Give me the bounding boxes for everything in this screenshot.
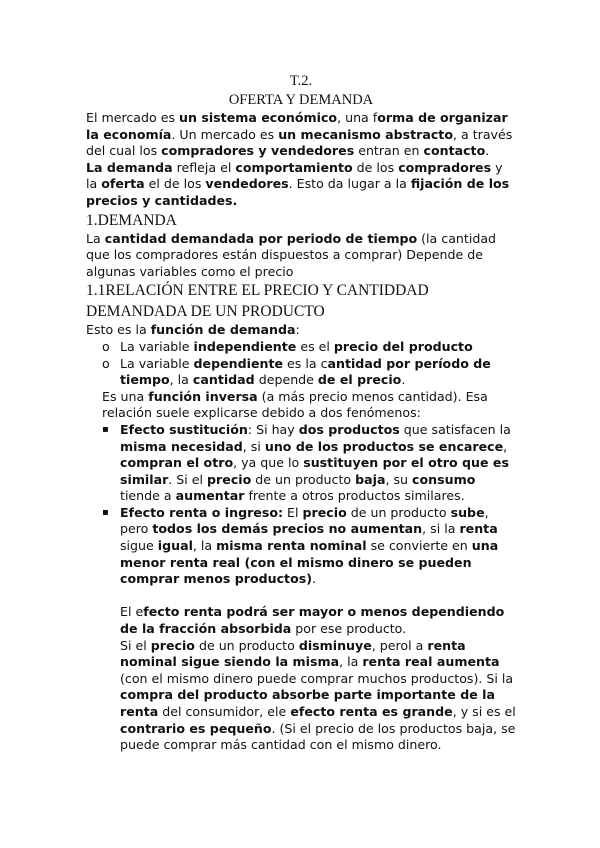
list-marker: o [102, 338, 110, 354]
paragraph-precio-disminuye: Si el precio de un producto disminuye, perol a renta nominal sigue siendo la misma, la renta real aumenta (con el mismo dinero puede comprar muchos productos). Si la compra del producto absorbe parte importante de la renta del consumidor, ele efecto renta es grande, y si es el contrario es pequeño. (Si el precio de los productos baja, se puede comprar más cantidad con el mismo dinero. [120, 637, 516, 753]
bullet-marker: ▪ [102, 423, 109, 435]
paragraph-efecto-renta: El efecto renta podrá ser mayor o menos dependiendo de la fracción absorbida por ese producto. [120, 604, 505, 637]
paragraph-cantidad: La cantidad demandada por periodo de tiempo (la cantidad que los compradores están dispuestos a comprar) Depende de algunas variables como el precio [86, 230, 497, 279]
paragraph-mercado: El mercado es un sistema económico, una forma de organizar la economía. Un mercado es un mecanismo abstracto, a través del cual los compradores y vendedores entran en contacto. [86, 110, 513, 159]
document-page [86, 72, 516, 754]
blank-line [86, 588, 516, 605]
doc-code: T.2. [289, 73, 313, 89]
section-heading-demanda: 1.DEMANDA [86, 211, 177, 229]
variables-list [86, 339, 516, 389]
paragraph-funcion: Esto es la función de demanda: [86, 322, 300, 338]
paragraph-demanda-oferta: La demanda refleja el comportamiento de los compradores y la oferta el de los vendedores. Esto da lugar a la fijación de los precios y cantidades. [86, 159, 510, 208]
section-heading-relacion: 1.1RELACIÓN ENTRE EL PRECIO Y CANTIDDAD DEMANDADA DE UN PRODUCTO [86, 282, 429, 321]
doc-title: OFERTA Y DEMANDA [228, 92, 374, 108]
list-item: ▪ Efecto renta o ingreso: El precio de un producto sube, pero todos los demás precios no aumentan, si la renta sigue igual, la misma renta nominal se convierte en una menor renta real (con el mismo dinero se pueden comprar menos productos). [102, 504, 499, 587]
list-marker: o [102, 355, 110, 371]
bullet-marker: ▪ [102, 506, 109, 518]
list-item: o La variable independiente es el precio del producto [102, 338, 473, 354]
list-item: ▪ Efecto sustitución: Si hay dos productos que satisfacen la misma necesidad, si uno de los productos se encarece, compran el otro, ya que lo sustituyen por el otro que es similar. Si el precio de un producto baja, su consumo tiende a aumentar frente a otros productos similares. [102, 421, 511, 504]
efectos-list [86, 422, 516, 588]
list-item: o La variable dependiente es la cantidad por período de tiempo, la cantidad depende de el precio. [102, 355, 491, 388]
paragraph-funcion-inversa: Es una función inversa (a más precio menos cantidad). Esa relación suele explicarse debido a dos fenómenos: [102, 388, 488, 421]
